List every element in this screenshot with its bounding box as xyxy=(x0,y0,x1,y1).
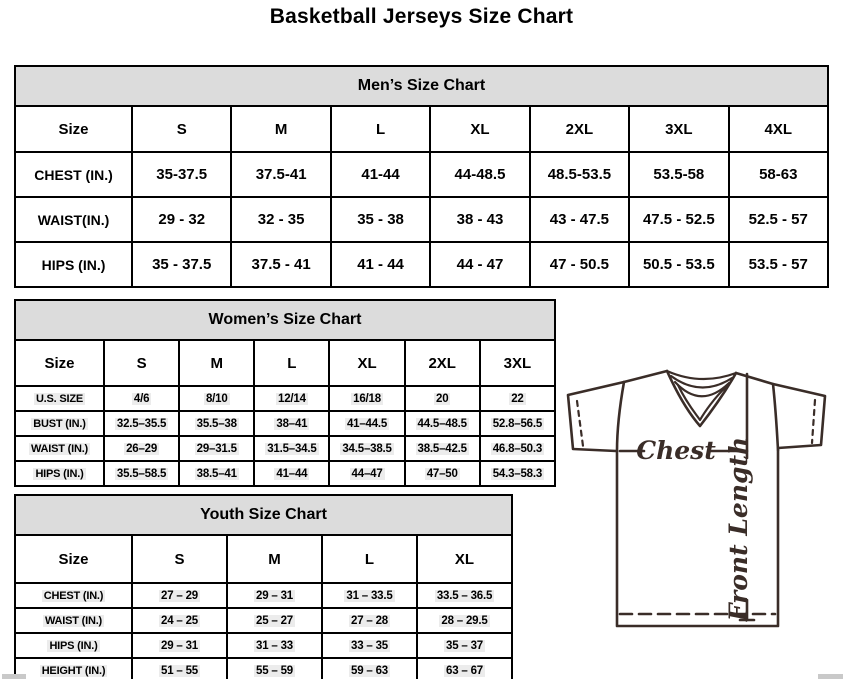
row-label: WAIST(IN.) xyxy=(15,197,132,242)
cell: 32 - 35 xyxy=(231,197,330,242)
cell: 51 – 55 xyxy=(132,658,227,679)
jersey-measurement-diagram xyxy=(557,362,839,657)
cell: 35.5–58.5 xyxy=(104,461,179,486)
youth-chest-row xyxy=(15,583,512,608)
womens-size-3xl: 3XL xyxy=(480,340,555,386)
cell: 31 – 33.5 xyxy=(322,583,417,608)
cell: 33 – 35 xyxy=(322,633,417,658)
cell: 29 – 31 xyxy=(227,583,322,608)
row-label: BUST (IN.) xyxy=(15,411,104,436)
mens-size-xl: XL xyxy=(430,106,529,152)
chest-label: Chest xyxy=(636,436,716,465)
mens-chest-row xyxy=(15,152,828,197)
cell: 41 - 44 xyxy=(331,242,430,287)
cell: 41-44 xyxy=(331,152,430,197)
mens-table-title: Men’s Size Chart xyxy=(15,66,828,106)
womens-size-label: Size xyxy=(15,340,104,386)
cell: 47 - 50.5 xyxy=(530,242,629,287)
row-label: HIPS (IN.) xyxy=(15,242,132,287)
cell: 16/18 xyxy=(329,386,404,411)
cell: 53.5 - 57 xyxy=(729,242,828,287)
youth-table-title: Youth Size Chart xyxy=(15,495,512,535)
cell: 37.5-41 xyxy=(231,152,330,197)
cell: 53.5-58 xyxy=(629,152,728,197)
cell: 31 – 33 xyxy=(227,633,322,658)
youth-size-m: M xyxy=(227,535,322,583)
cell: 12/14 xyxy=(254,386,329,411)
row-label: CHEST (IN.) xyxy=(15,583,132,608)
cell: 46.8–50.3 xyxy=(480,436,555,461)
row-label: U.S. SIZE xyxy=(15,386,104,411)
womens-us-size-row xyxy=(15,386,555,411)
womens-size-l: L xyxy=(254,340,329,386)
mens-size-3xl: 3XL xyxy=(629,106,728,152)
womens-waist-row xyxy=(15,436,555,461)
cell: 38–41 xyxy=(254,411,329,436)
cell: 44.5–48.5 xyxy=(405,411,480,436)
cell: 47–50 xyxy=(405,461,480,486)
cell: 8/10 xyxy=(179,386,254,411)
row-label: WAIST (IN.) xyxy=(15,436,104,461)
cell: 37.5 - 41 xyxy=(231,242,330,287)
cell: 20 xyxy=(405,386,480,411)
womens-size-table xyxy=(14,299,556,487)
womens-hips-row xyxy=(15,461,555,486)
cell: 28 – 29.5 xyxy=(417,608,512,633)
cell: 52.8–56.5 xyxy=(480,411,555,436)
womens-bust-row xyxy=(15,411,555,436)
cell: 22 xyxy=(480,386,555,411)
cell: 59 – 63 xyxy=(322,658,417,679)
cell: 44-48.5 xyxy=(430,152,529,197)
cell: 58-63 xyxy=(729,152,828,197)
left-cuff-dashed-line xyxy=(577,401,583,446)
youth-size-table xyxy=(14,494,513,679)
cell: 35 - 38 xyxy=(331,197,430,242)
page-title: Basketball Jerseys Size Chart xyxy=(269,5,574,28)
cell: 43 - 47.5 xyxy=(530,197,629,242)
youth-size-header-row xyxy=(15,535,512,583)
row-label: HIPS (IN.) xyxy=(15,461,104,486)
cell: 27 – 28 xyxy=(322,608,417,633)
cell: 26–29 xyxy=(104,436,179,461)
cell: 38.5–42.5 xyxy=(405,436,480,461)
horizontal-scrollbar-thumb-right[interactable] xyxy=(818,674,843,679)
cell: 55 – 59 xyxy=(227,658,322,679)
mens-size-label: Size xyxy=(15,106,132,152)
cell: 41–44 xyxy=(254,461,329,486)
youth-size-l: L xyxy=(322,535,417,583)
row-label: HIPS (IN.) xyxy=(15,633,132,658)
youth-waist-row xyxy=(15,608,512,633)
youth-size-s: S xyxy=(132,535,227,583)
youth-height-row xyxy=(15,658,512,679)
cell: 44 - 47 xyxy=(430,242,529,287)
horizontal-scrollbar-thumb-left[interactable] xyxy=(2,674,26,679)
cell: 34.5–38.5 xyxy=(329,436,404,461)
cell: 4/6 xyxy=(104,386,179,411)
mens-size-4xl: 4XL xyxy=(729,106,828,152)
cell: 50.5 - 53.5 xyxy=(629,242,728,287)
womens-table-title: Women’s Size Chart xyxy=(15,300,555,340)
mens-hips-row xyxy=(15,242,828,287)
cell: 35 - 37.5 xyxy=(132,242,231,287)
cell: 38.5–41 xyxy=(179,461,254,486)
mens-size-table xyxy=(14,65,829,288)
youth-size-xl: XL xyxy=(417,535,512,583)
cell: 33.5 – 36.5 xyxy=(417,583,512,608)
cell: 41–44.5 xyxy=(329,411,404,436)
womens-size-s: S xyxy=(104,340,179,386)
cell: 27 – 29 xyxy=(132,583,227,608)
row-label: WAIST (IN.) xyxy=(15,608,132,633)
row-label: CHEST (IN.) xyxy=(15,152,132,197)
mens-size-2xl: 2XL xyxy=(530,106,629,152)
cell: 47.5 - 52.5 xyxy=(629,197,728,242)
youth-hips-row xyxy=(15,633,512,658)
mens-size-header-row xyxy=(15,106,828,152)
cell: 44–47 xyxy=(329,461,404,486)
cell: 35 – 37 xyxy=(417,633,512,658)
cell: 38 - 43 xyxy=(430,197,529,242)
row-label: HEIGHT (IN.) xyxy=(15,658,132,679)
cell: 29–31.5 xyxy=(179,436,254,461)
cell: 35-37.5 xyxy=(132,152,231,197)
womens-size-header-row xyxy=(15,340,555,386)
cell: 32.5–35.5 xyxy=(104,411,179,436)
womens-size-xl: XL xyxy=(329,340,404,386)
cell: 24 – 25 xyxy=(132,608,227,633)
mens-size-l: L xyxy=(331,106,430,152)
cell: 31.5–34.5 xyxy=(254,436,329,461)
womens-size-m: M xyxy=(179,340,254,386)
youth-size-label: Size xyxy=(15,535,132,583)
front-length-label: Front Length xyxy=(724,436,753,622)
womens-size-2xl: 2XL xyxy=(405,340,480,386)
mens-size-m: M xyxy=(231,106,330,152)
right-cuff-dashed-line xyxy=(812,400,815,443)
cell: 54.3–58.3 xyxy=(480,461,555,486)
cell: 35.5–38 xyxy=(179,411,254,436)
cell: 29 - 32 xyxy=(132,197,231,242)
cell: 29 – 31 xyxy=(132,633,227,658)
mens-size-s: S xyxy=(132,106,231,152)
cell: 52.5 - 57 xyxy=(729,197,828,242)
cell: 63 – 67 xyxy=(417,658,512,679)
cell: 48.5-53.5 xyxy=(530,152,629,197)
mens-waist-row xyxy=(15,197,828,242)
cell: 25 – 27 xyxy=(227,608,322,633)
